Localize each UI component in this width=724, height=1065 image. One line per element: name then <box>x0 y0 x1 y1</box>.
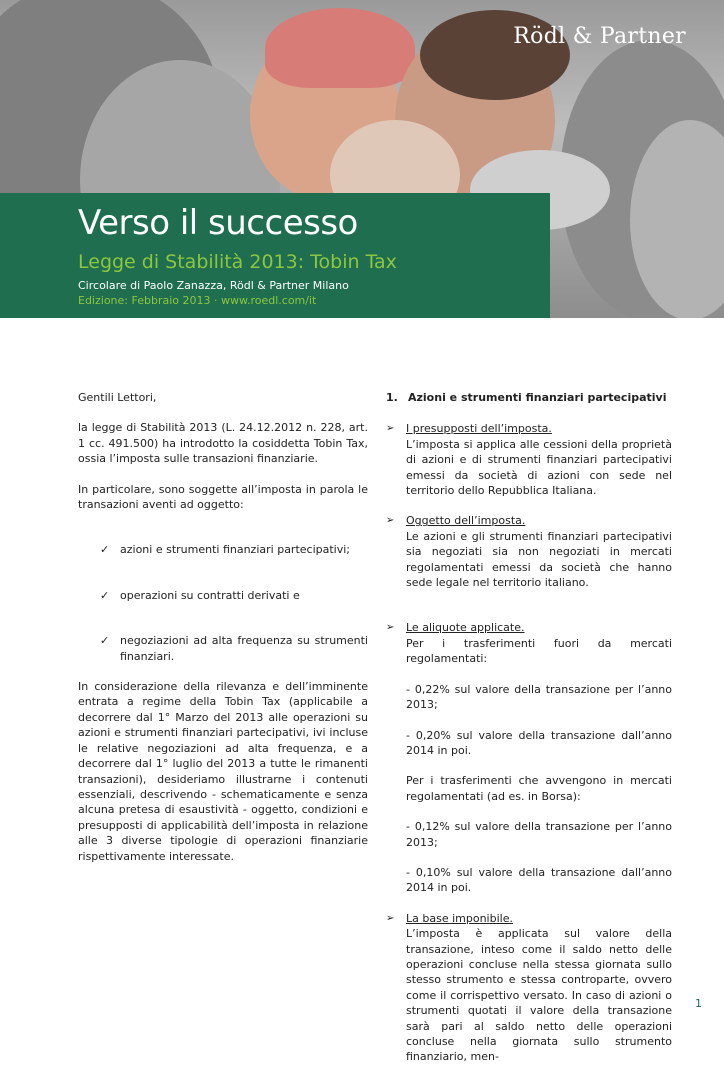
arrow-bullet-icon: ➢ <box>386 912 395 924</box>
greeting: Gentili Lettori, <box>78 391 157 404</box>
checkmark-icon: ✓ <box>100 543 110 557</box>
edition-line: Edizione: Febbraio 2013 · www.roedl.com/it <box>78 294 317 307</box>
section-heading: 1. Azioni e strumenti finanziari partecipativi <box>386 391 667 404</box>
left-column <box>78 390 368 864</box>
checkmark-icon: ✓ <box>100 634 110 648</box>
list-item: ✓ operazioni su contratti derivati e <box>100 588 300 602</box>
list-item: ✓ azioni e strumenti finanziari partecipativi; <box>100 543 351 557</box>
arrow-bullet-icon: ➢ <box>386 622 395 634</box>
author-line: Circolare di Paolo Zanazza, Rödl & Partner Milano <box>78 279 349 292</box>
right-column <box>386 390 672 1065</box>
company-logo: Rödl & Partner <box>513 24 686 49</box>
arrow-bullet-icon: ➢ <box>386 515 395 527</box>
bullet-base-imponibile: ➢ La base imponibile. L’imposta è applicata sul valore della transazione, inteso come il saldo netto delle operazioni concluse nella stessa giornata sullo stesso strumento e stessa controparte, ovvero come il corrispettivo versato. In caso di azioni o strumenti quotati il valore della transazione sarà pari al saldo netto delle operazioni concluse nella giornata sullo strumento finanziario, men- <box>386 911 672 1064</box>
bullet-oggetto: ➢ Oggetto dell’imposta. Le azioni e gli strumenti finanziari partecipativi sia negoziati sia non negoziati in mercati regolamentati emessi da società che hanno sede legale nel territorio italiano. <box>386 514 672 590</box>
bullet-presupposti: ➢ I presupposti dell’imposta. L’imposta si applica alle cessioni della proprietà di azioni e di strumenti finanziari partecipativi emessi da società di azioni con sede nel territorio dello Repubblica Italiana. <box>386 422 672 498</box>
arrow-bullet-icon: ➢ <box>386 423 395 435</box>
scope-paragraph: In particolare, sono soggette all’imposta in parola le transazioni aventi ad oggetto: <box>78 482 368 512</box>
checkmark-icon: ✓ <box>100 588 110 602</box>
page-title: Verso il successo <box>78 203 358 243</box>
title-banner <box>0 193 550 318</box>
page-number: 1 <box>695 997 702 1010</box>
list-item: ✓ negoziazioni ad alta frequenza su strumenti finanziari. <box>100 634 368 663</box>
page-subtitle: Legge di Stabilità 2013: Tobin Tax <box>78 251 397 273</box>
context-paragraph: In considerazione della rilevanza e dell’imminente entrata a regime della Tobin Tax (applicabile a decorrere dal 1° Marzo del 2013 alle operazioni su azioni e strumenti finanziari partecipativi, ivi incluse le relative negoziazioni ad alta frequenza, e a decorrere dal 1° luglio del 2013 a tutte le rimanenti transazioni), desideriamo illustrarne i contenuti essenziali, descrivendo - schematicamente e senza alcuna pretesa di esaustività - oggetto, condizioni e presupposti di applicabilità dell’imposta in relazione alle 3 diverse tipologie di operazioni finanziarie rispettivamente interessate. <box>78 680 368 863</box>
intro-paragraph: la legge di Stabilità 2013 (L. 24.12.2012 n. 228, art. 1 cc. 491.500) ha introdotto la cosiddetta Tobin Tax, ossia l’imposta sulle transazioni finanziarie. <box>78 421 368 466</box>
bullet-aliquote: ➢ Le aliquote applicate. Per i trasferimenti fuori da mercati regolamentati: - 0,22% sul valore della transazione per l’anno 2013; - 0,20% sul valore della transazione dall’anno 2014 in poi. Per i trasferimenti che avvengono in mercati regolamentati (ad es. in Borsa): - 0,12% sul valore della transazione per l’anno 2013; - 0,10% sul valore della transazione dall’anno 2014 in poi. <box>386 621 672 895</box>
